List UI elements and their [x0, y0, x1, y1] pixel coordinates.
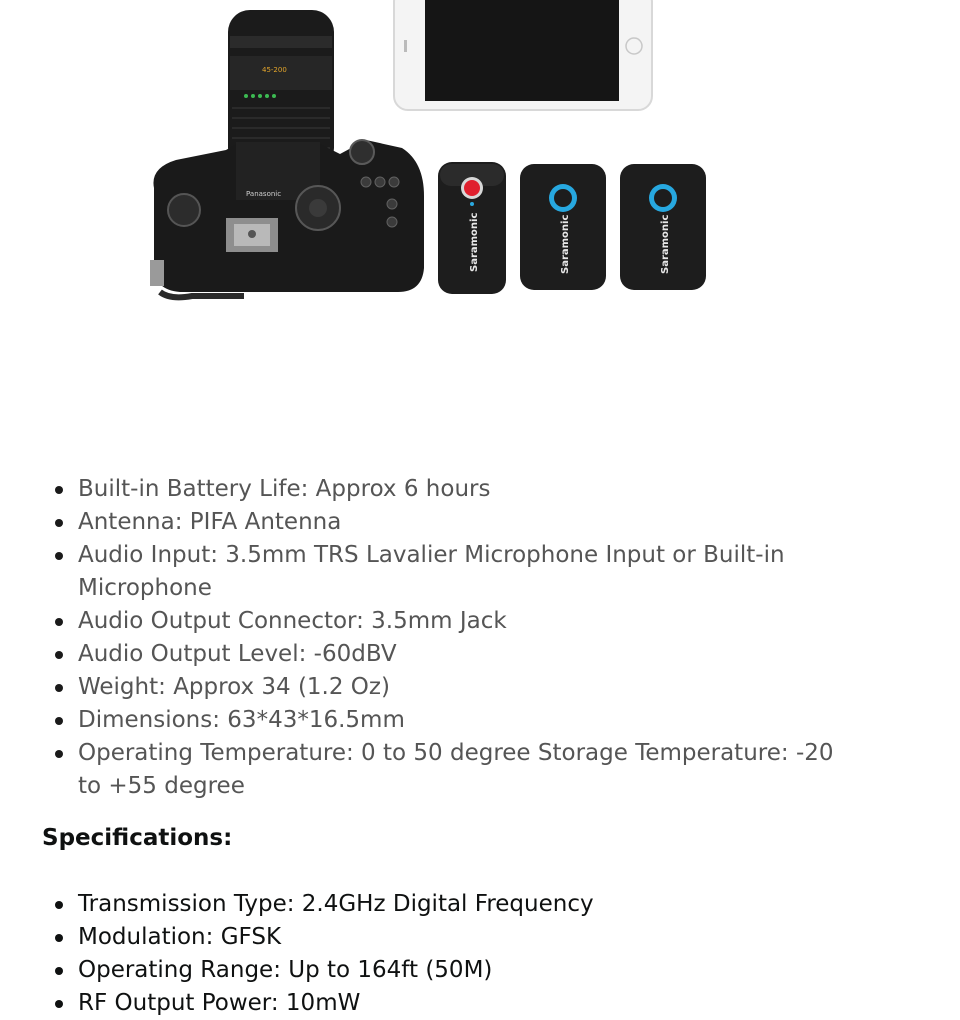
- transmitter-illustration: [438, 162, 506, 294]
- receiver-illustration: [520, 164, 606, 290]
- list-item: Operating Range: Up to 164ft (50M): [78, 954, 838, 987]
- specifications-heading: Specifications:: [42, 825, 233, 851]
- list-item: RF Output Power: 10mW: [78, 987, 838, 1020]
- list-item: Modulation: GFSK: [78, 921, 838, 954]
- receiver-brand-label: Saramonic: [560, 214, 571, 274]
- product-image: [140, 0, 720, 305]
- list-item: Operating Temperature: 0 to 50 degree Storage Temperature: -20 to +55 degree: [78, 737, 838, 803]
- receiver-brand-label: Saramonic: [660, 214, 671, 274]
- list-item: Built-in Battery Life: Approx 6 hours: [78, 473, 838, 506]
- camera-illustration: [150, 10, 424, 297]
- list-item: Antenna: PIFA Antenna: [78, 506, 838, 539]
- camera-brand-label: Panasonic: [246, 190, 282, 198]
- list-item: Audio Output Connector: 3.5mm Jack: [78, 605, 838, 638]
- list-item: Dimensions: 63*43*16.5mm: [78, 704, 838, 737]
- list-item: Weight: Approx 34 (1.2 Oz): [78, 671, 838, 704]
- feature-list: [42, 473, 838, 803]
- list-item: Audio Input: 3.5mm TRS Lavalier Microphone Input or Built-in Microphone: [78, 539, 838, 605]
- list-item: Audio Output Level: -60dBV: [78, 638, 838, 671]
- list-item: Transmission Type: 2.4GHz Digital Frequency: [78, 888, 838, 921]
- specifications-list: [42, 888, 838, 1020]
- receiver-illustration: [620, 164, 706, 290]
- lens-label: 45-200: [262, 66, 287, 74]
- transmitter-brand-label: Saramonic: [469, 212, 480, 272]
- smartphone-illustration: [394, 0, 652, 110]
